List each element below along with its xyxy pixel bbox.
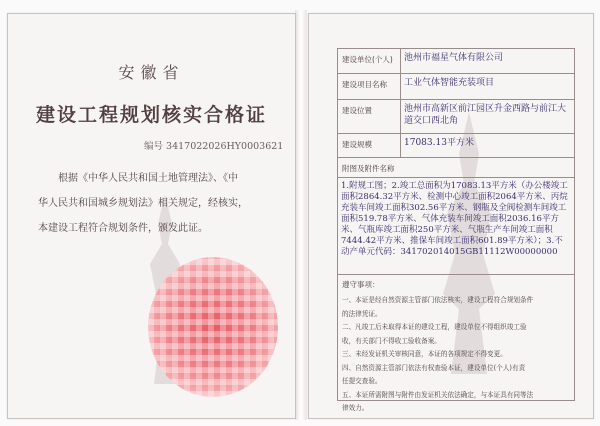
table-row [337, 73, 575, 99]
legal-line: 华人民共和国城乡规划法》相关规定，经核实， [38, 198, 248, 209]
certificate-title: 建设工程规划核实合格证 [35, 104, 267, 126]
notes-title: 遵守事项： [342, 280, 380, 289]
row-value: 池州市高新区前江园区升金西路与前江大道交口西北角 [404, 104, 567, 126]
note-line: 四、自然资源主管部门依法有权查验本证，建设单位(个人)有责 [342, 363, 526, 372]
row-label: 建设单位(个人) [338, 49, 401, 73]
note-line: 三、未经发证机关审核同意，本证的各项规定不得变更。 [342, 350, 507, 358]
notes-block [338, 275, 574, 412]
table-row [337, 99, 575, 133]
certificate-number-label: 编号 [144, 141, 164, 152]
project-info-table [337, 48, 575, 412]
attachments-header-row [337, 157, 575, 177]
notes-list [342, 294, 570, 416]
note-line: 的法律凭证。 [342, 309, 382, 318]
certificate-number [144, 138, 283, 152]
left-page [7, 13, 296, 419]
row-value: 工业气体智能充装项目 [404, 78, 495, 88]
official-seal [148, 257, 278, 397]
table-row [337, 48, 575, 73]
legal-line: 本建设工程符合规划条件，颁发此证。 [38, 223, 208, 234]
note-line: 任提交查验。 [342, 377, 382, 385]
legal-basis-text [38, 166, 282, 241]
attachments-row [337, 177, 575, 274]
binding-gutter [295, 10, 307, 420]
note-line: 律效力。 [342, 404, 369, 412]
note-line: 收，有关部门不得收工验收备案。 [342, 336, 441, 345]
row-label: 建设规模 [338, 134, 401, 157]
certificate-number-value: 3417022026HY0003621 [166, 141, 284, 152]
attachments-label: 附图及附件名称 [342, 164, 395, 173]
row-value: 池州市福星气体有限公司 [404, 53, 504, 63]
province: 安徽省 [118, 63, 185, 82]
note-line: 二、凡竣工后未取得本证的建设工程，建设单位不得组织竣工验 [342, 323, 527, 331]
row-value: 17083.13平方米 [404, 138, 474, 148]
legal-line: 根据《中华人民共和国土地管理法》、《中 [58, 173, 238, 184]
notes-row [337, 274, 575, 412]
row-label: 建设项目名称 [338, 74, 401, 99]
attachments-text: 1.附规工图；2.竣工总面积为17083.13平方米（办公楼竣工面积2864.32平方米、检测中心竣工面积2064平方米、丙烷充装车间竣工面积302.56平方米、钢瓶及全阀检测车间竣工面积519.78平方米、气体充装车间竣工面积2036.16平方米、气瓶库竣工面积250平方米、气瓶生产车间竣工面积7444.42平方米、推保车间竣工面积601.89平方米）；3.不动产单元代码：341702014015GB11112W00000000 [341, 181, 568, 257]
table-row [337, 133, 575, 157]
note-line: 一、本证是经自然资源主管部门依法核实，建设工程符合规划条件 [342, 296, 534, 304]
note-line: 五、本证所需附图与附件由发证机关依法确定，与本证具有同等法 [342, 390, 534, 399]
row-label: 建设位置 [338, 100, 401, 133]
